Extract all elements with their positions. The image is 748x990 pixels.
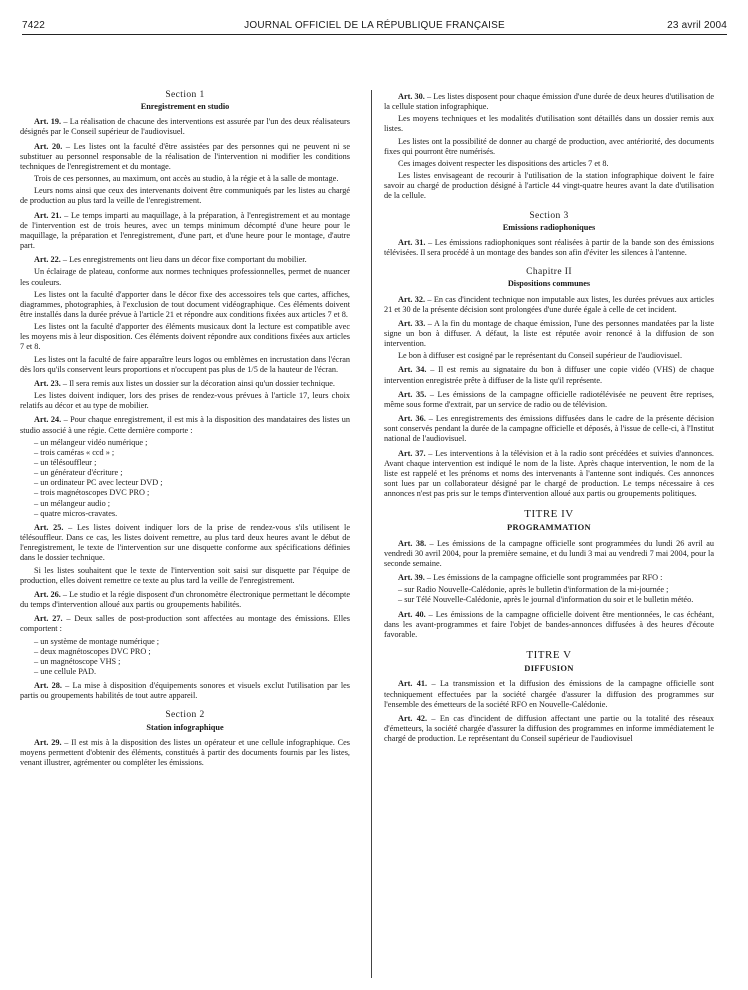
paragraph: Les listes doivent indiquer, lors des prises de rendez-vous prévues à l'article 17, leurs choix relatifs au décor et au type de mobilier.: [20, 391, 350, 411]
article-label: Art. 42.: [398, 713, 428, 723]
article-text: – Il est mis à la disposition des listes un opérateur et une cellule infographique. Ces moyens permettent d'obtenir des éléments, constitués à partir des documents fournis par les listes, venant illustrer, agrémenter ou compléter les émissions.: [20, 737, 351, 768]
article-27: [20, 614, 350, 634]
section-subheading: Emissions radiophoniques: [502, 222, 596, 232]
article-31: [384, 238, 714, 258]
article-label: Art. 31.: [398, 237, 426, 247]
list-item: – quatre micros-cravates.: [34, 508, 118, 518]
title-heading: TITRE IV: [524, 508, 574, 521]
article-text: – Deux salles de post-production sont affectées au montage des émissions. Elles comportent :: [20, 614, 351, 634]
publication-date: 23 avril 2004: [667, 20, 727, 31]
page-number: 7422: [22, 20, 46, 31]
list-item: – un magnétoscope VHS ;: [34, 656, 121, 666]
article-text: – Les émissions de la campagne officielle doivent être mentionnées, le cas échéant, dans les avant-programmes et faire l'objet de bandes-annonces diffusées à des heures d'écoute favorable.: [384, 609, 715, 639]
article-label: Art. 32.: [398, 294, 426, 304]
equipment-list: [20, 438, 350, 519]
paragraph: Le bon à diffuser est cosigné par le représentant du Conseil supérieur de l'audiovisuel.: [398, 351, 683, 361]
title-heading: TITRE V: [526, 649, 572, 662]
article-label: Art. 21.: [34, 210, 62, 220]
article-label: Art. 40.: [398, 609, 426, 619]
paragraph: Les listes envisageant de recourir à l'utilisation de la station infographique doivent le faire savoir au chargé de production désigné à l'article 44 vingt-quatre heures avant la date d'utilisation de la cellule.: [384, 171, 714, 201]
article-label: Art. 34.: [398, 365, 427, 375]
article-label: Art. 37.: [398, 448, 426, 458]
article-text: – La transmission et la diffusion des émissions de la campagne officielle sont techniquement effectuées par la société chargée d'assurer la diffusion des programmes sur l'ensemble des émetteurs de la société RFO en Nouvelle-Calédonie.: [384, 679, 714, 709]
article-text: – Les émissions de la campagne officielle sont programmées par RFO :: [424, 573, 663, 583]
article-label: Art. 36.: [398, 414, 426, 424]
list-item: – un mélangeur audio ;: [34, 498, 111, 508]
article-21: [20, 211, 350, 252]
post-production-list: [20, 637, 350, 678]
section-subheading: Enregistrement en studio: [140, 102, 230, 112]
broadcast-list: [384, 585, 714, 605]
article-label: Art. 27.: [34, 614, 63, 624]
article-33: [384, 319, 714, 349]
paragraph: Les listes ont la faculté d'apporter dans le décor fixe des accessoires tels que cartes, affiches, diagrammes, photographies, à l'exclusion de tout document vidéographique. Ces éléments doivent être installés dans la durée prévue à l'article 21 et répondre aux conditions fixées aux articles 7 et 8.: [20, 289, 350, 319]
section-heading: Section 2: [165, 710, 205, 721]
paragraph: Un éclairage de plateau, conforme aux normes techniques professionnelles, permet de nuancer les couleurs.: [20, 267, 350, 287]
journal-title: JOURNAL OFFICIEL DE LA RÉPUBLIQUE FRANÇAISE: [244, 20, 505, 31]
list-item: – un télésouffleur ;: [34, 458, 97, 467]
article-text: – Les interventions à la télévision et à la radio sont précédées et suivies d'annonces. Avant chaque intervention est indiqué le nom de la liste. Après chaque intervention, le nom de la liste est rappelé et les prénoms et noms des intervenants à l'antenne sont indiqués. Ces annonces sont lues par un collaborateur désigné par le chargé de production. Le temps nécessaire à ces annonces n'est pas pris sur le temps d'intervention alloué aux partis ou groupements politiques.: [384, 448, 714, 499]
paragraph: Les listes ont la possibilité de donner au chargé de production, avec antériorité, des documents fixes qui pourront être numérisés.: [384, 136, 714, 156]
article-text: – Le temps imparti au maquillage, à la préparation, à l'enregistrement et au montage de l'intervention est de trois heures, avec un temps minimum décompté d'une heure pour le maquillage, la préparation et l'enregistrement, d'une part, et d'une heure pour le montage, d'autre part.: [20, 210, 350, 251]
article-text: – Les listes ont la faculté d'être assistées par des personnes qui ne peuvent ni se substituer au personnel responsable de la réalisation de l'intervention ni modifier les conditions techniques de l'enregistrement et du montage.: [20, 141, 350, 171]
paragraph: Les listes ont la faculté de faire apparaître leurs logos ou emblèmes en incrustation dans l'écran dès lors qu'ils conservent leurs proportions et n'occupent pas plus de 1/5 de la hauteur de l'écran.: [20, 354, 350, 374]
article-text: – Les listes doivent indiquer lors de la prise de rendez-vous s'ils utilisent le télésouffleur. Dans ce cas, les listes doivent remettre, au plus tard deux heures avant le début de l'enregistrement, le texte de l'intervention sur une disquette conforme aux spécifications définies dans le dossier technique.: [20, 522, 350, 563]
article-label: Art. 39.: [398, 573, 425, 583]
article-37: [384, 449, 714, 500]
article-39: [384, 573, 714, 583]
article-19: [20, 117, 350, 137]
right-column: [384, 92, 714, 746]
paragraph: Leurs noms ainsi que ceux des intervenants doivent être communiqués par les listes au chargé de production au plus tard la veille de l'enregistrement.: [20, 186, 350, 206]
article-20: [20, 142, 350, 172]
article-label: Art. 23.: [34, 378, 61, 388]
article-label: Art. 25.: [34, 522, 64, 532]
article-text: – La mise à disposition d'équipements sonores et visuels exclut l'utilisation par les partis ou groupements habilités de tout autre appareil.: [20, 681, 350, 701]
article-40: [384, 610, 714, 640]
paragraph: Les moyens techniques et les modalités d'utilisation sont détaillés dans un dossier remis aux listes.: [384, 114, 714, 134]
article-22: [20, 255, 350, 265]
section-heading: Section 3: [529, 210, 569, 221]
chapter-subheading: Dispositions communes: [507, 279, 591, 289]
section-heading: Section 1: [165, 90, 205, 100]
paragraph: Trois de ces personnes, au maximum, ont accès au studio, à la régie et à la salle de montage.: [34, 174, 339, 184]
article-23: [20, 379, 350, 389]
article-42: [384, 714, 714, 744]
paragraph: Les listes ont la faculté d'apporter des éléments musicaux dont la lecture est compatible avec les moyens mis à leur disposition. Ces éléments doivent répondre aux conditions fixées aux articles 7 et 8.: [20, 322, 350, 352]
column-divider: [371, 90, 372, 978]
article-28: [20, 681, 350, 701]
article-label: Art. 29.: [34, 737, 62, 747]
article-text: – Les listes disposent pour chaque émission d'une durée de deux heures d'utilisation de la cellule station infographique.: [384, 92, 714, 112]
list-item: – un générateur d'écriture ;: [34, 468, 123, 478]
paragraph: Si les listes souhaitent que le texte de l'intervention soit saisi sur disquette par l'équipe de production, elles doivent remettre ce texte au plus tard la veille de l'enregistrement.: [20, 565, 350, 585]
article-text: – Les émissions radiophoniques sont réalisées à partir de la bande son des émissions télévisées. Il sera procédé à un montage des bandes son afin d'éviter les silences à l'antenne.: [384, 237, 714, 258]
list-item: – un ordinateur PC avec lecteur DVD ;: [34, 478, 163, 488]
article-label: Art. 19.: [34, 117, 62, 127]
article-label: Art. 30.: [398, 92, 425, 101]
title-subheading: DIFFUSION: [524, 663, 574, 674]
list-item: – trois magnétoscopes DVC PRO ;: [34, 488, 150, 498]
article-label: Art. 24.: [34, 415, 62, 425]
paragraph: Ces images doivent respecter les dispositions des articles 7 et 8.: [398, 158, 609, 168]
article-label: Art. 33.: [398, 318, 426, 328]
article-text: – Le studio et la régie disposent d'un chronomètre électronique permettant le décompte du temps d'intervention alloué aux partis ou groupements habilités.: [20, 589, 350, 610]
article-24: [20, 415, 350, 435]
article-text: – La réalisation de chacune des interventions est assurée par l'un des deux réalisateurs désignés par le Conseil supérieur de l'audiovisuel.: [20, 117, 350, 137]
article-32: [384, 295, 714, 315]
section-subheading: Station infographique: [146, 722, 224, 732]
article-26: [20, 590, 350, 610]
article-36: [384, 414, 714, 444]
article-label: Art. 20.: [34, 141, 63, 151]
list-item: – un système de montage numérique ;: [34, 636, 160, 646]
article-text: – En cas d'incident de diffusion affectant une partie ou la totalité des réseaux d'émetteurs, la société chargée d'assurer la diffusion des programmes en informe immédiatement le chargé de production. Le représentant du Conseil supérieur de l'audiovisuel: [384, 713, 714, 744]
article-text: – En cas d'incident technique non imputable aux listes, les durées prévues aux articles 21 et 30 de la présente décision sont prolongées d'une durée égale à celle de cet incident.: [384, 294, 714, 314]
title-subheading: PROGRAMMATION: [506, 522, 591, 533]
article-label: Art. 38.: [398, 538, 427, 548]
left-column: [20, 90, 350, 770]
list-item: – sur Télé Nouvelle-Calédonie, après le journal d'information du soir et le bulletin météo.: [398, 595, 694, 605]
article-38: [384, 539, 714, 569]
article-text: – Pour chaque enregistrement, il est mis à la disposition des mandataires des listes un studio associé à une régie. Cette dernière comporte :: [20, 415, 350, 435]
article-29: [20, 738, 350, 768]
article-text: – Les émissions de la campagne officielle radiotélévisée ne peuvent être reprises, même sous forme d'extrait, par un service de radio ou de télévision.: [384, 389, 714, 409]
article-text: – Les enregistrements ont lieu dans un décor fixe comportant du mobilier.: [60, 255, 307, 265]
article-30: [384, 92, 714, 112]
list-item: – une cellule PAD.: [34, 666, 97, 676]
list-item: – deux magnétoscopes DVC PRO ;: [34, 646, 151, 656]
article-label: Art. 28.: [34, 681, 62, 691]
article-25: [20, 523, 350, 564]
article-35: [384, 390, 714, 410]
article-text: – Il est remis au signataire du bon à diffuser une copie vidéo (VHS) de chaque intervention enregistrée prête à diffuser de la liste qu'il représente.: [384, 365, 715, 385]
article-text: – Les enregistrements des émissions diffusées dans le cadre de la présente décision sont conservés pendant la durée de la campagne officielle et déposés, à l'issue de celle-ci, à l'Institut national de l'audiovisuel.: [384, 414, 714, 444]
article-text: – Il sera remis aux listes un dossier sur la décoration ainsi qu'un dossier technique.: [60, 378, 335, 388]
list-item: – sur Radio Nouvelle-Calédonie, après le bulletin d'information de la mi-journée ;: [398, 585, 669, 595]
article-34: [384, 365, 714, 385]
article-label: Art. 41.: [398, 679, 428, 689]
list-item: – un mélangeur vidéo numérique ;: [34, 437, 148, 447]
chapter-heading: Chapitre II: [526, 267, 572, 278]
article-41: [384, 679, 714, 709]
article-text: – A la fin du montage de chaque émission, l'une des personnes mandatées par la liste signe un bon à diffuser. A défaut, la liste est réputée avoir renoncé à la diffusion de son intervention.: [384, 318, 714, 349]
article-label: Art. 35.: [398, 389, 427, 399]
article-label: Art. 22.: [34, 255, 61, 265]
article-text: – Les émissions de la campagne officielle sont programmées du lundi 26 avril au vendredi 30 avril 2004, pour la première semaine, et du lundi 3 mai au vendredi 7 mai 2004, pour la seconde semaine.: [384, 538, 714, 568]
list-item: – trois caméras « ccd » ;: [34, 447, 115, 457]
article-label: Art. 26.: [34, 589, 61, 599]
page-header: [22, 18, 727, 35]
